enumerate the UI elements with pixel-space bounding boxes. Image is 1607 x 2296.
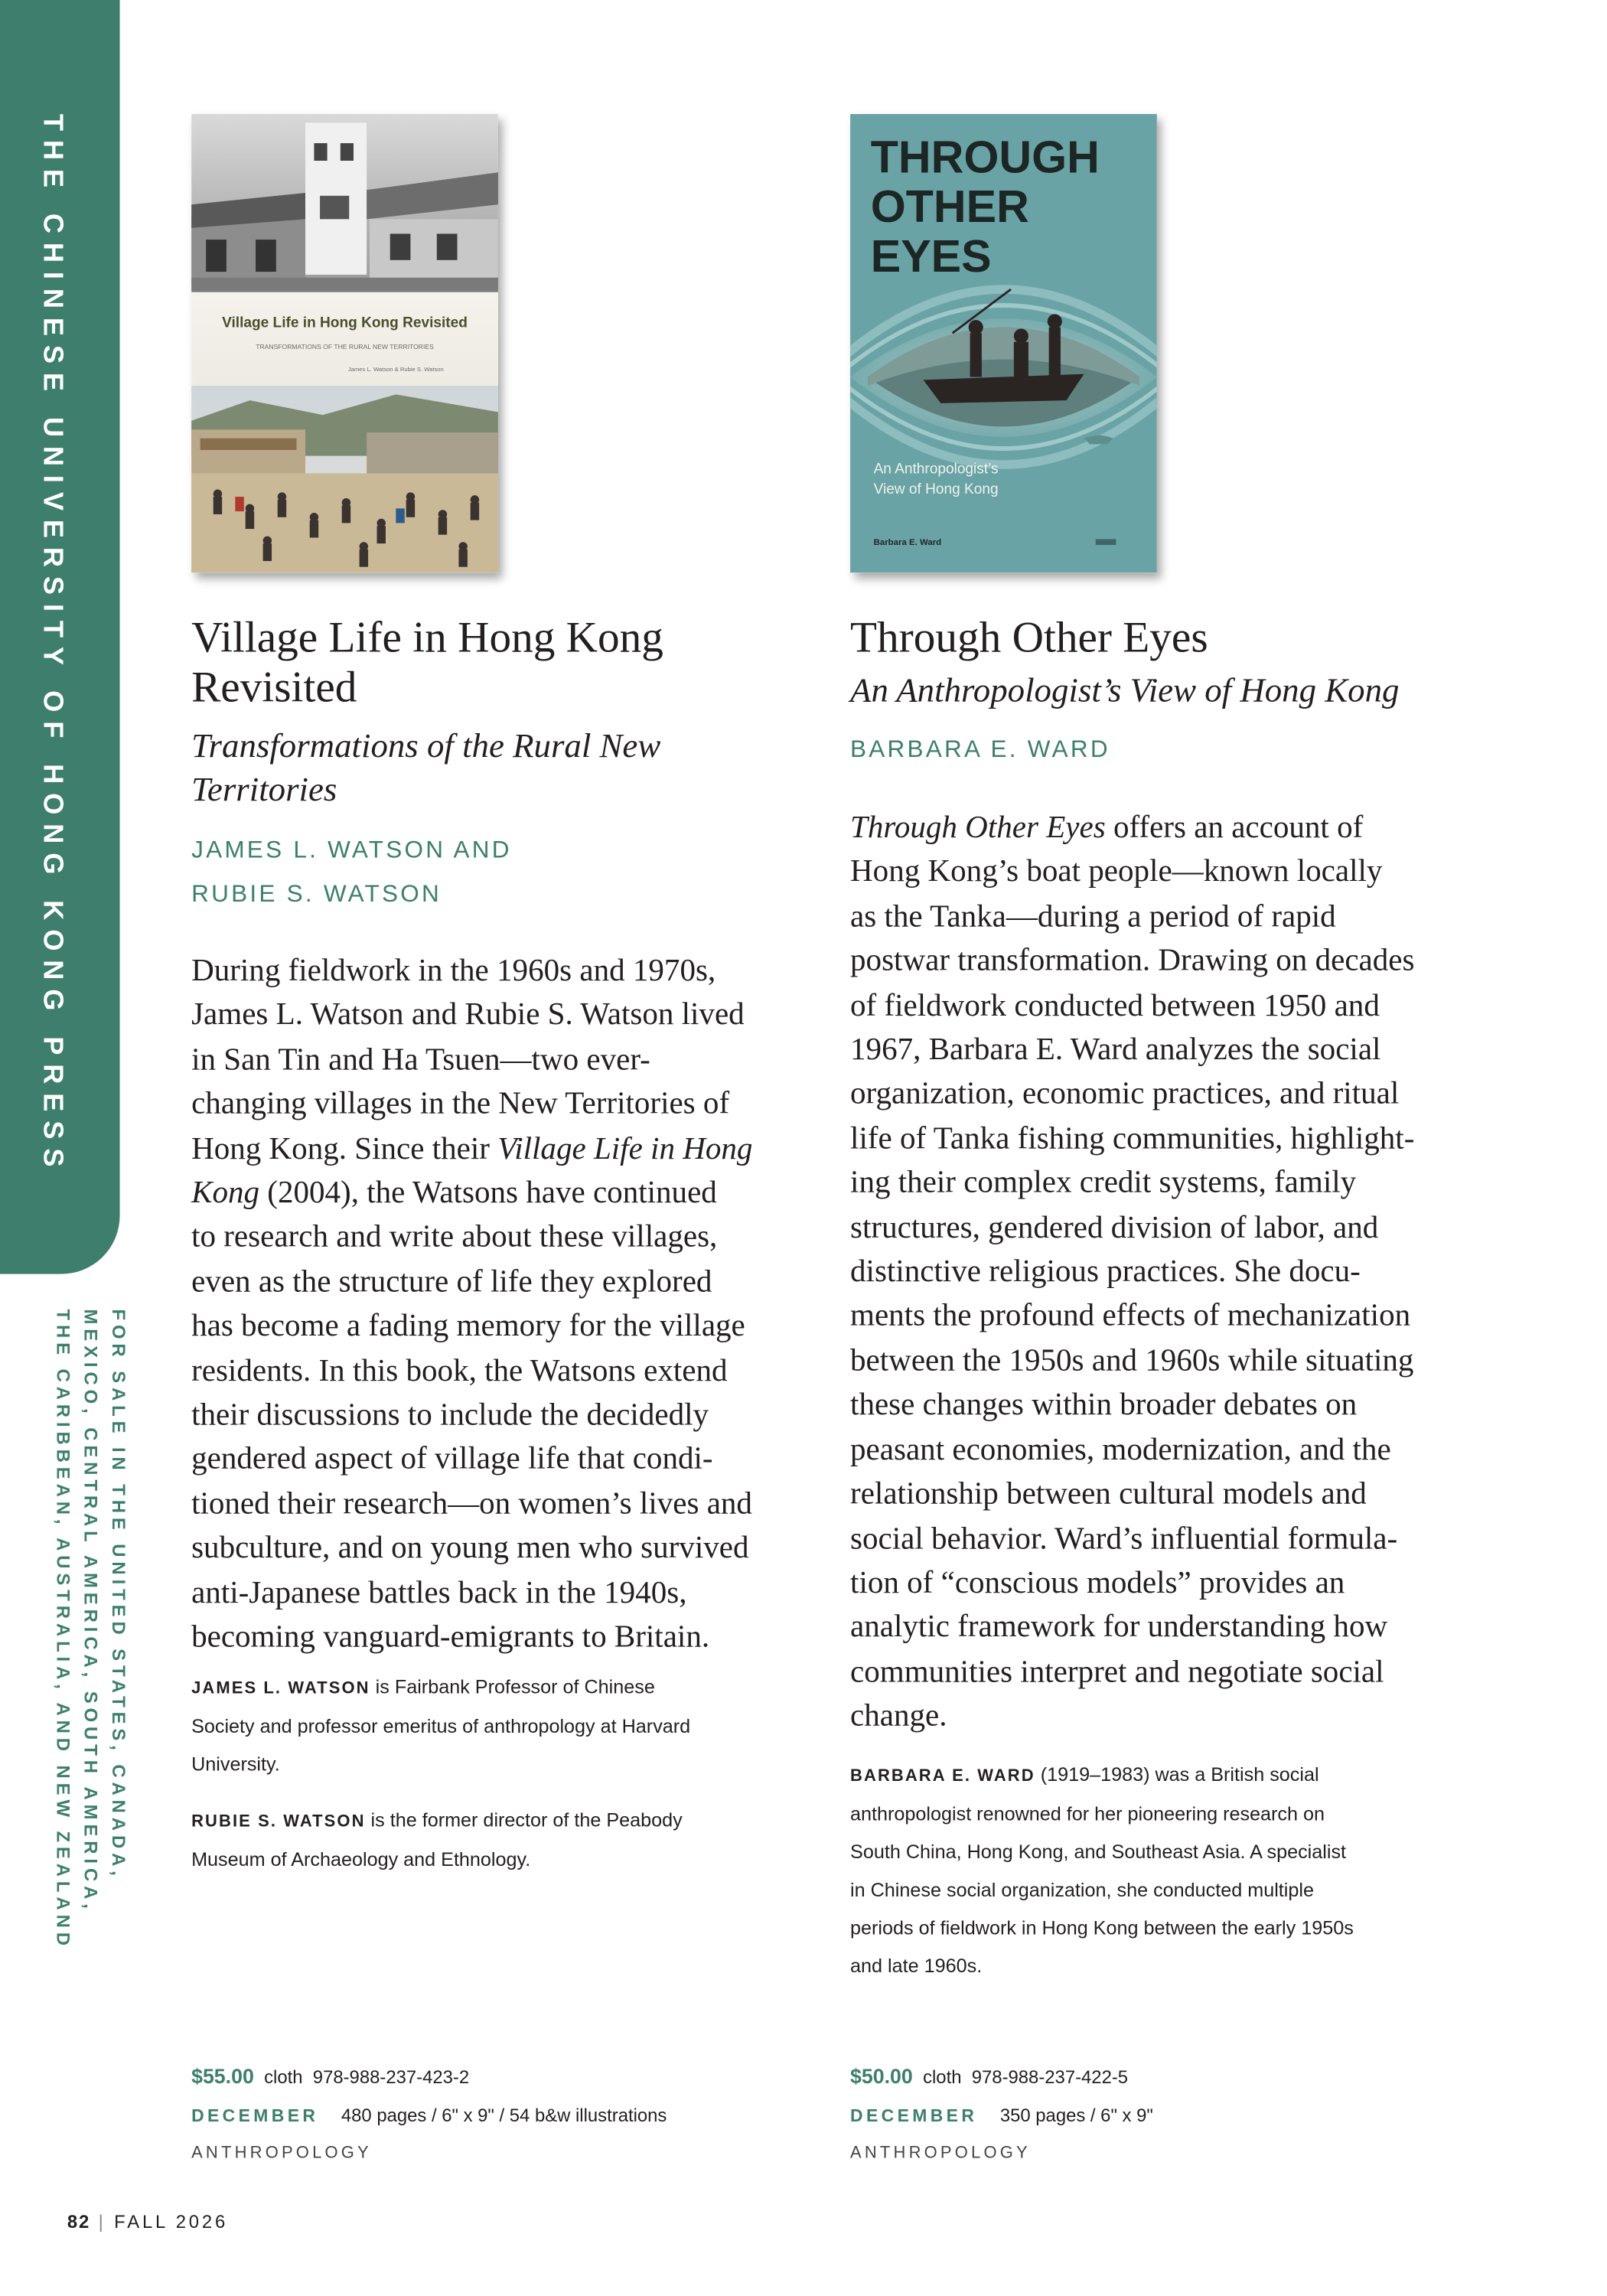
- cover-title-line-3: EYES: [870, 230, 992, 282]
- isbn: 978-988-237-422-5: [971, 2067, 1129, 2088]
- pub-month: DECEMBER: [850, 2105, 978, 2126]
- isbn: 978-988-237-423-2: [312, 2067, 470, 2088]
- author-bio-james: JAMES L. WATSON is Fairbank Professor of Chinese Society and professor emeritus of anthropology at Harvard University.: [191, 1675, 691, 1775]
- price-line: [850, 2057, 1464, 2097]
- binding: cloth: [264, 2067, 303, 2088]
- cover-subtitle: TRANSFORMATIONS OF THE RURAL NEW TERRITORIES: [256, 343, 434, 351]
- book-entry-through-other-eyes: [850, 614, 1493, 1985]
- cover-author: Barbara E. Ward: [873, 538, 942, 548]
- pub-details-line: [850, 2096, 1464, 2135]
- specs: 480 pages / 6" x 9" / 54 b&w illustrations: [341, 2105, 667, 2126]
- publisher-name: THE CHINESE UNIVERSITY OF HONG KONG PRESS: [36, 113, 67, 1176]
- page-folio: [67, 2212, 228, 2232]
- book-subtitle: An Anthropologist’s View of Hong Kong: [850, 672, 1400, 710]
- cover-title: Village Life in Hong Kong Revisited: [222, 315, 468, 331]
- book-author: BARBARA E. WARD: [850, 736, 1110, 763]
- page-number: 82: [67, 2212, 91, 2232]
- cover-subtitle-line-1: An Anthropologist’s: [873, 461, 999, 478]
- price: $55.00: [191, 2064, 254, 2088]
- price-line: [191, 2057, 805, 2097]
- author-bio-rubie: RUBIE S. WATSON is the former director of the Peabody Museum of Archaeology and Ethnology.: [191, 1808, 683, 1870]
- book-pricing-village-life: [191, 2057, 805, 2173]
- book-subtitle: Transformations of the Rural New Territories: [191, 727, 661, 810]
- book-entry-village-life: [191, 614, 805, 1878]
- pub-details-line: [191, 2096, 805, 2135]
- subject-category: ANTHROPOLOGY: [850, 2144, 1031, 2163]
- sales-territory-line-2: MEXICO, CENTRAL AMERICA, SOUTH AMERICA,: [80, 1309, 101, 1913]
- book-title: Village Life in Hong Kong Revisited: [191, 613, 663, 712]
- book-authors: JAMES L. WATSON AND RUBIE S. WATSON: [191, 837, 512, 908]
- cover-subtitle-line-2: View of Hong Kong: [873, 481, 999, 498]
- cover-title-line-2: OTHER: [870, 181, 1029, 233]
- sales-territory-line-1: FOR SALE IN THE UNITED STATES, CANADA,: [108, 1309, 129, 1880]
- season: FALL 2026: [114, 2212, 229, 2232]
- book-pricing-through-other-eyes: [850, 2057, 1464, 2173]
- book-cover-through-other-eyes: [850, 114, 1157, 572]
- book-description: During fieldwork in the 1960s and 1970s, James L. Watson and Rubie S. Watson lived in San Tin and Ha Tsuen—two ever- changing villages in the New Territories of Hong Kong. Since their Village Life in Hong Kong (2004), the Watsons have continued to research and write about these villages, even as the structure of life they explored has become a fading memory for the village residents. In this book, the Watsons extend their discussions to include the decidedly gendered aspect of village life that condi- tioned their research—on women’s lives and subculture, and on young men who survived anti-Japanese battles back in the 1940s, becoming vanguard-emigrants to Britain.: [191, 952, 753, 1655]
- subject-category: ANTHROPOLOGY: [191, 2144, 372, 2163]
- sales-territory-line-3: THE CARIBBEAN, AUSTRALIA, AND NEW ZEALAND: [52, 1309, 73, 1950]
- pub-month: DECEMBER: [191, 2105, 319, 2126]
- binding: cloth: [923, 2067, 962, 2088]
- publisher-tab: [0, 0, 120, 1274]
- cover-authors: James L. Watson & Rubie S. Watson: [347, 365, 444, 373]
- book-description: Through Other Eyes offers an account of Hong Kong’s boat people—known locally as the Tanka—during a period of rapid postwar transformation. Drawing on decades of fieldwork conducted between 1950 and 1967, Barbara E. Ward analyzes the social organization, economic practices, and ritual life of Tanka fishing communities, highlight- ing their complex credit systems, family structures, gendered division of labor, and distinctive religious practices. She docu- ments the profound effects of mechanization between the 1950s and 1960s while situating these changes within broader debates on peasant economies, modernization, and the relationship between cultural models and social behavior. Ward’s influential formula- tion of “conscious models” provides an analytic framework for understanding how communities interpret and negotiate social change.: [850, 809, 1415, 1733]
- folio-separator: |: [98, 2212, 106, 2232]
- cover-title-line-1: THROUGH: [870, 131, 1100, 183]
- author-bio-ward: BARBARA E. WARD (1919–1983) was a British social anthropologist renowned for her pioneering research on South China, Hong Kong, and Southeast Asia. A specialist in Chinese social organization, she conducted multiple periods of fieldwork in Hong Kong between the early 1950s and late 1960s.: [850, 1763, 1354, 1976]
- specs: 350 pages / 6" x 9": [999, 2105, 1153, 2126]
- book-cover-village-life: [191, 114, 498, 572]
- book-title: Through Other Eyes: [850, 613, 1208, 662]
- price: $50.00: [850, 2064, 913, 2088]
